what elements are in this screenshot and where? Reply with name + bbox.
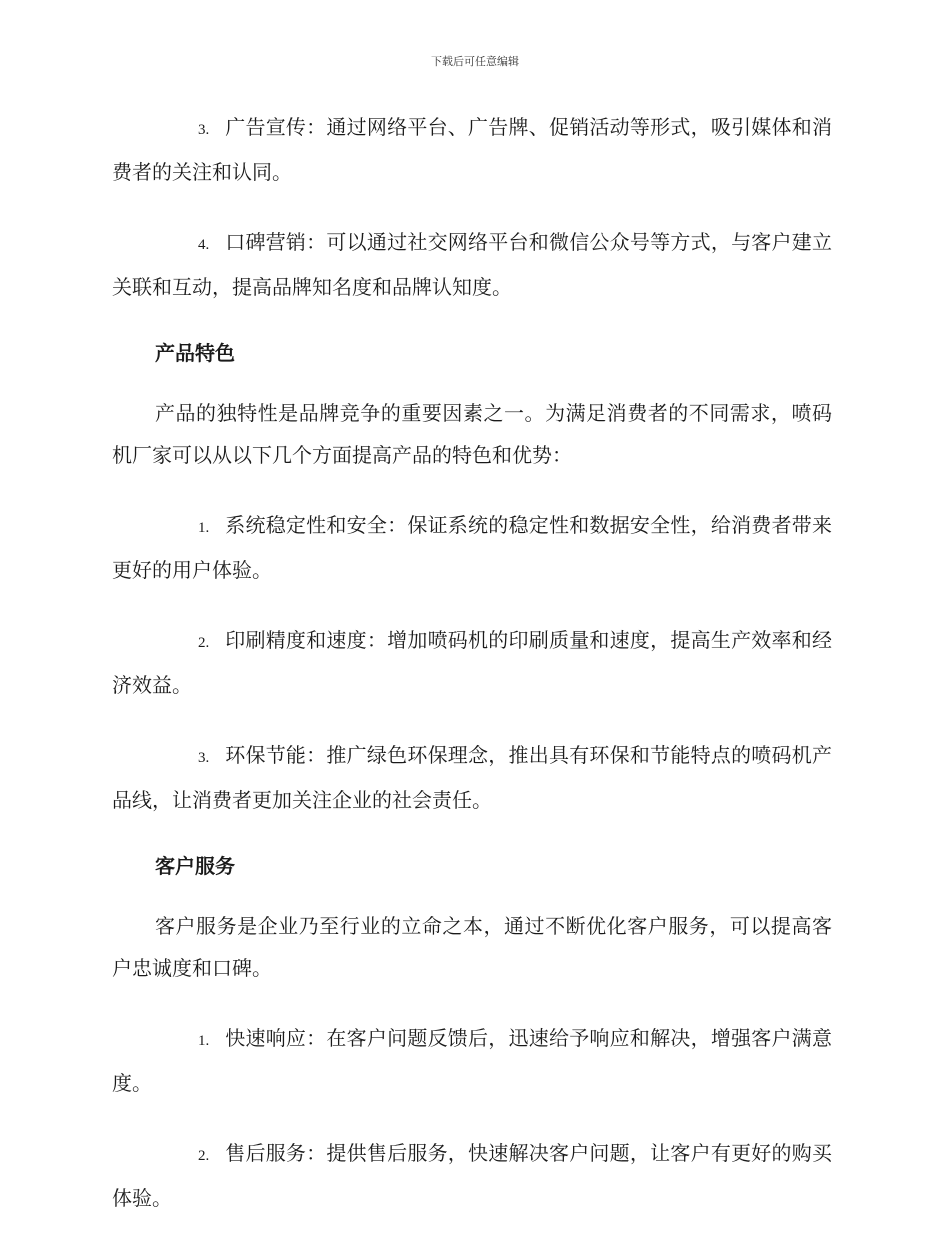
list-item [112, 734, 832, 821]
list-item [112, 504, 832, 591]
list-number: 3. [198, 122, 210, 138]
list-item [112, 1017, 832, 1104]
list-item [112, 619, 832, 706]
list-text: 环保节能：推广绿色环保理念，推出具有环保和节能特点的喷码机产品线，让消费者更加关注企业的社会责任。 [112, 743, 832, 812]
list-text: 系统稳定性和安全：保证系统的稳定性和数据安全性，给消费者带来更好的用户体验。 [112, 513, 832, 582]
list-item [112, 1132, 832, 1219]
paragraph: 产品的独特性是品牌竞争的重要因素之一。为满足消费者的不同需求，喷码机厂家可以从以下几个方面提高产品的特色和优势： [112, 401, 832, 467]
list-text: 广告宣传：通过网络平台、广告牌、促销活动等形式，吸引媒体和消费者的关注和认同。 [112, 115, 832, 184]
list-text: 售后服务：提供售后服务，快速解决客户问题，让客户有更好的购买体验。 [112, 1141, 832, 1210]
list-number: 3. [198, 750, 210, 766]
section-heading-service: 客户服务 [155, 854, 235, 878]
list-item [112, 106, 832, 193]
list-number: 4. [198, 237, 210, 253]
list-text: 印刷精度和速度：增加喷码机的印刷质量和速度，提高生产效率和经济效益。 [112, 628, 832, 697]
list-number: 1. [198, 1033, 210, 1049]
list-item [112, 221, 832, 308]
list-text: 口碑营销：可以通过社交网络平台和微信公众号等方式，与客户建立关联和互动，提高品牌知名度和品牌认知度。 [112, 230, 832, 299]
paragraph: 客户服务是企业乃至行业的立命之本，通过不断优化客户服务，可以提高客户忠诚度和口碑。 [112, 914, 832, 980]
list-number: 2. [198, 1148, 210, 1164]
page-header: 下载后可任意编辑 [431, 55, 519, 68]
list-number: 2. [198, 635, 210, 651]
section-heading-product: 产品特色 [155, 341, 235, 365]
document-body [112, 106, 832, 1247]
list-number: 1. [198, 520, 210, 536]
list-text: 快速响应：在客户问题反馈后，迅速给予响应和解决，增强客户满意度。 [112, 1026, 832, 1095]
